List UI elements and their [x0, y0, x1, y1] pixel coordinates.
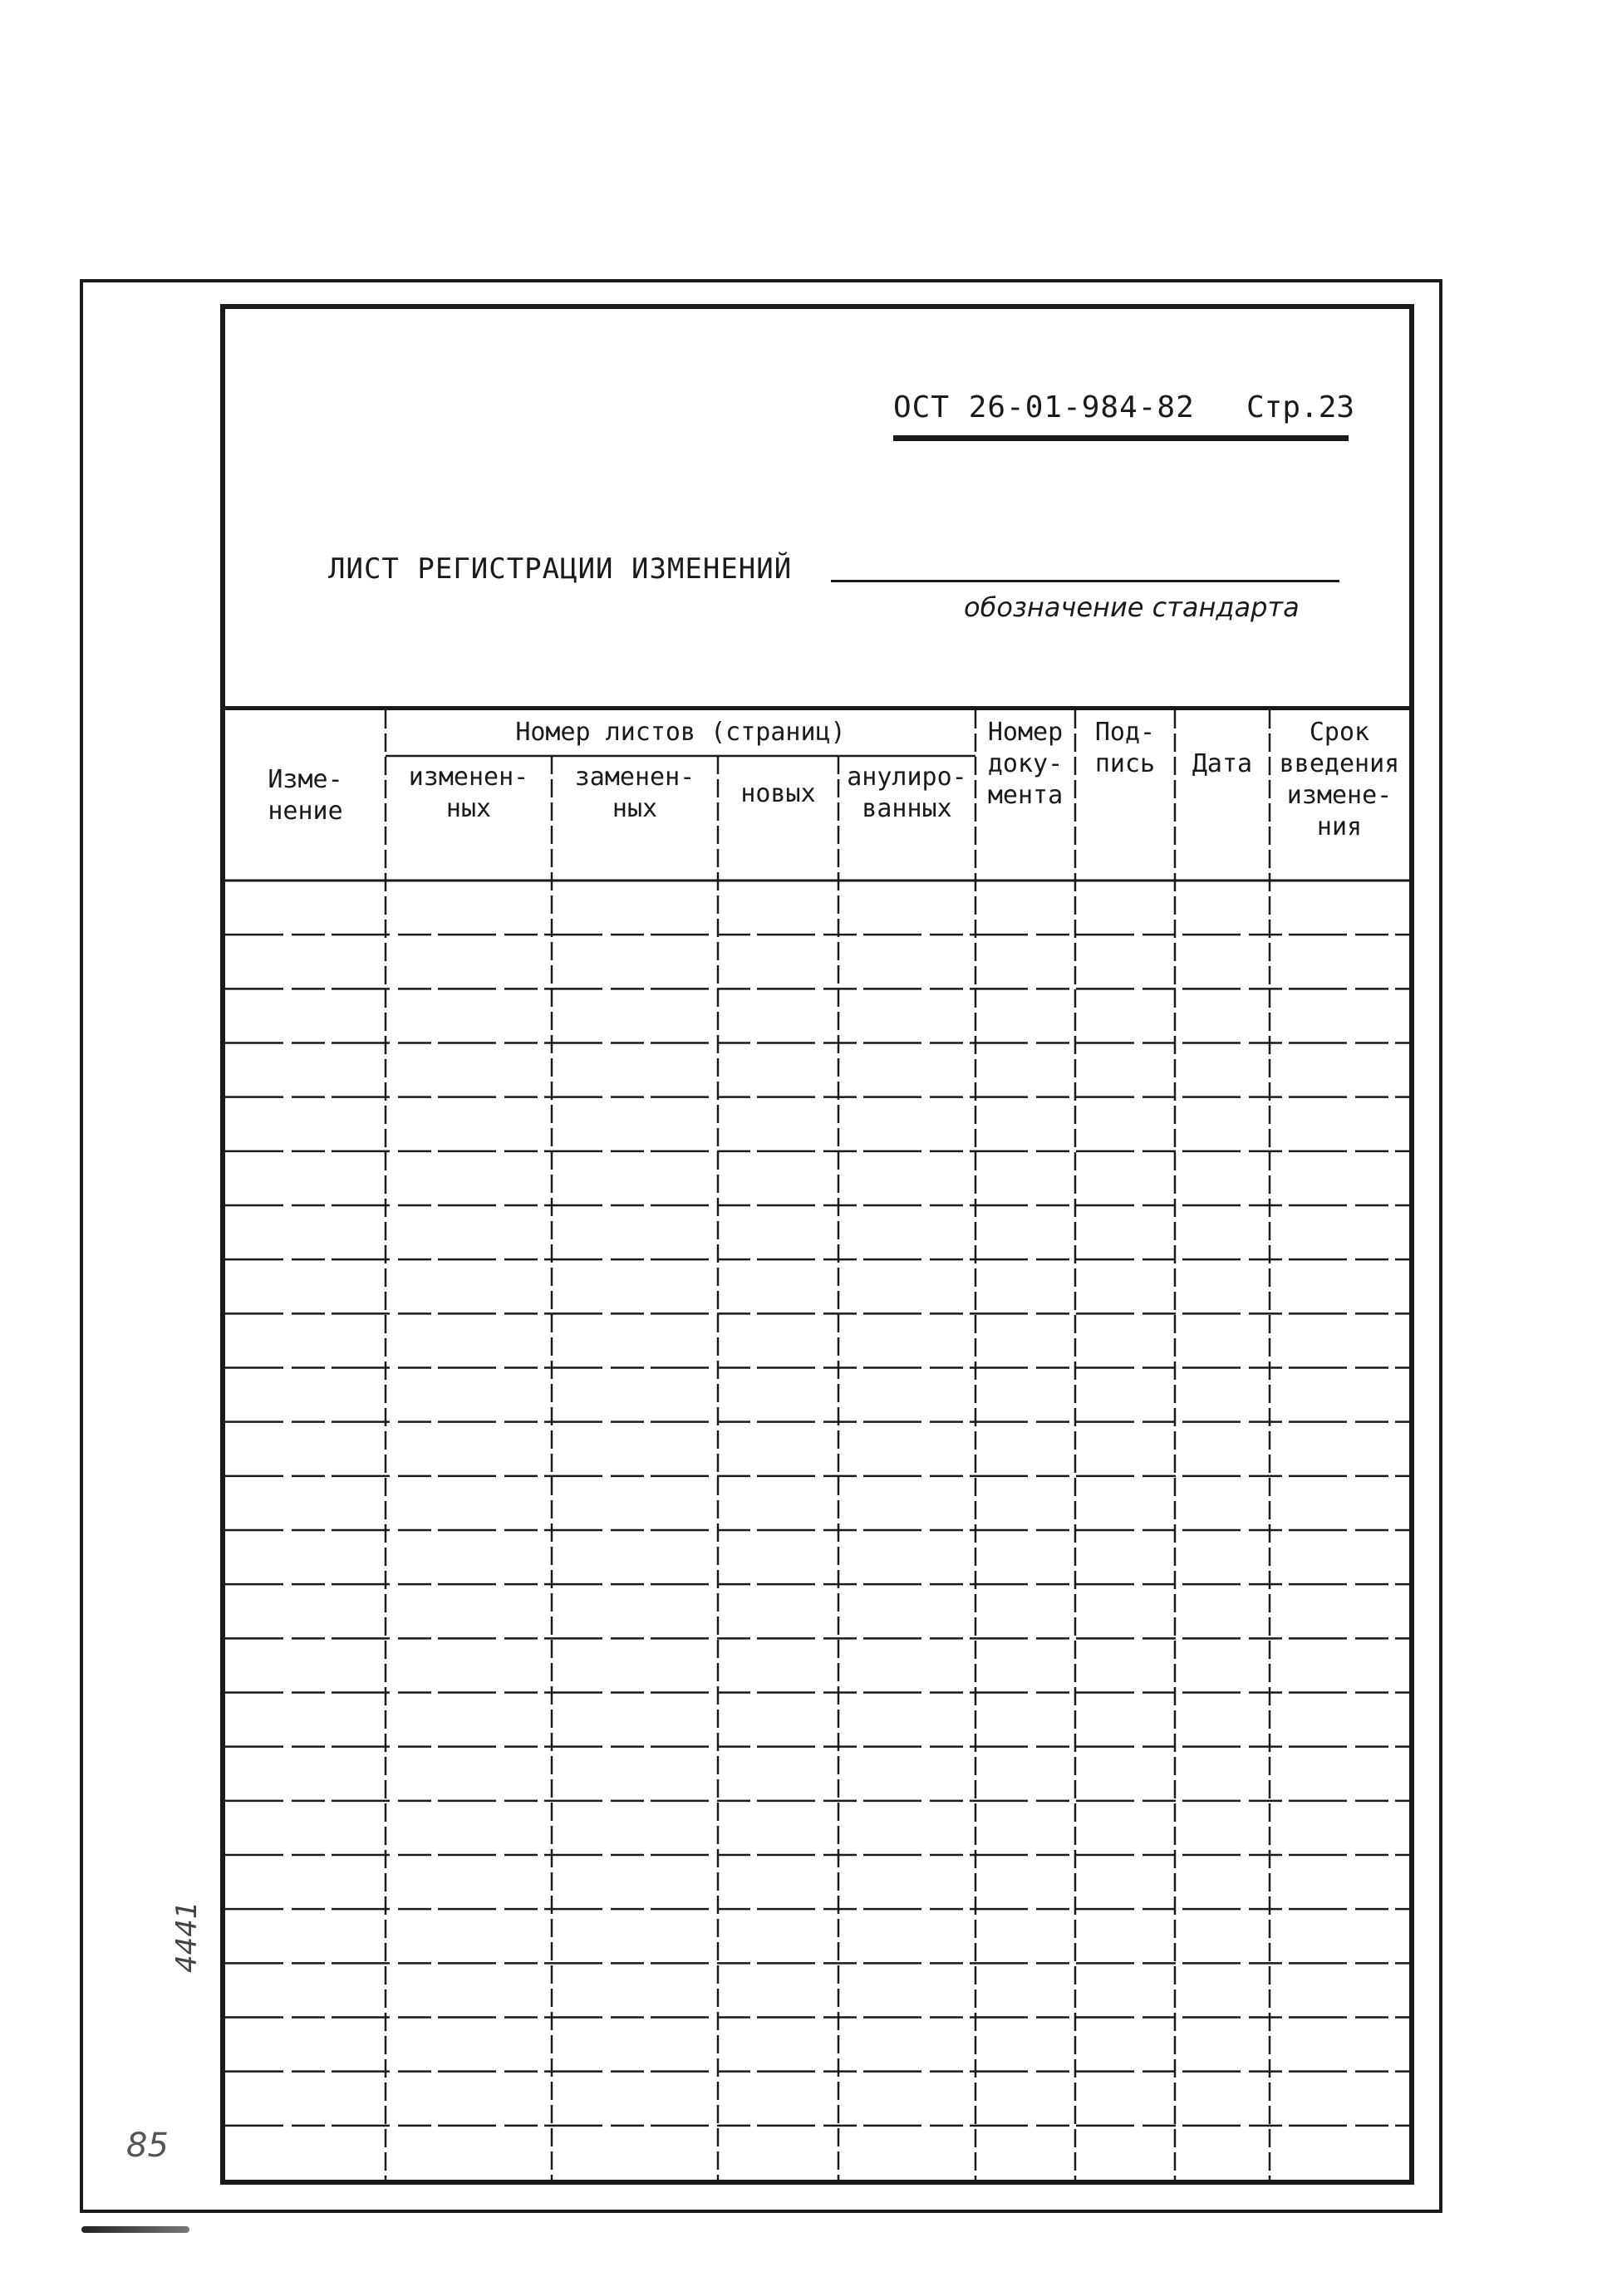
header-replaced: заменен- ных	[574, 763, 695, 823]
page-number-label: Стр.23	[1246, 390, 1355, 424]
scan-smudge	[81, 2226, 189, 2233]
designation-caption: обозначение стандарта	[964, 591, 1300, 623]
sheet-title: ЛИСТ РЕГИСТРАЦИИ ИЗМЕНЕНИЙ	[328, 552, 793, 586]
designation-blank-line	[831, 580, 1339, 582]
header-document-number: Номер доку- мента	[987, 718, 1064, 810]
header-annulled: анулиро- ванных	[847, 763, 967, 823]
header-changed: изменен- ных	[408, 763, 529, 823]
document-code-underline	[893, 435, 1349, 441]
header-date: Дата	[1192, 749, 1253, 778]
header-change: Изме- нение	[268, 765, 343, 826]
header-term: Срок введения измене- ния	[1279, 718, 1400, 841]
margin-page-number: 85	[126, 2127, 169, 2165]
table-grid-lines	[225, 710, 1409, 2180]
header-signature: Под- пись	[1094, 718, 1156, 778]
header-sheet-numbers: Номер листов (страниц)	[515, 718, 846, 747]
change-registration-table	[225, 710, 1409, 2180]
header-new: новых	[740, 779, 816, 808]
document-code: ОСТ 26-01-984-82	[893, 390, 1195, 424]
archive-stamp: 4441	[170, 1901, 204, 1973]
